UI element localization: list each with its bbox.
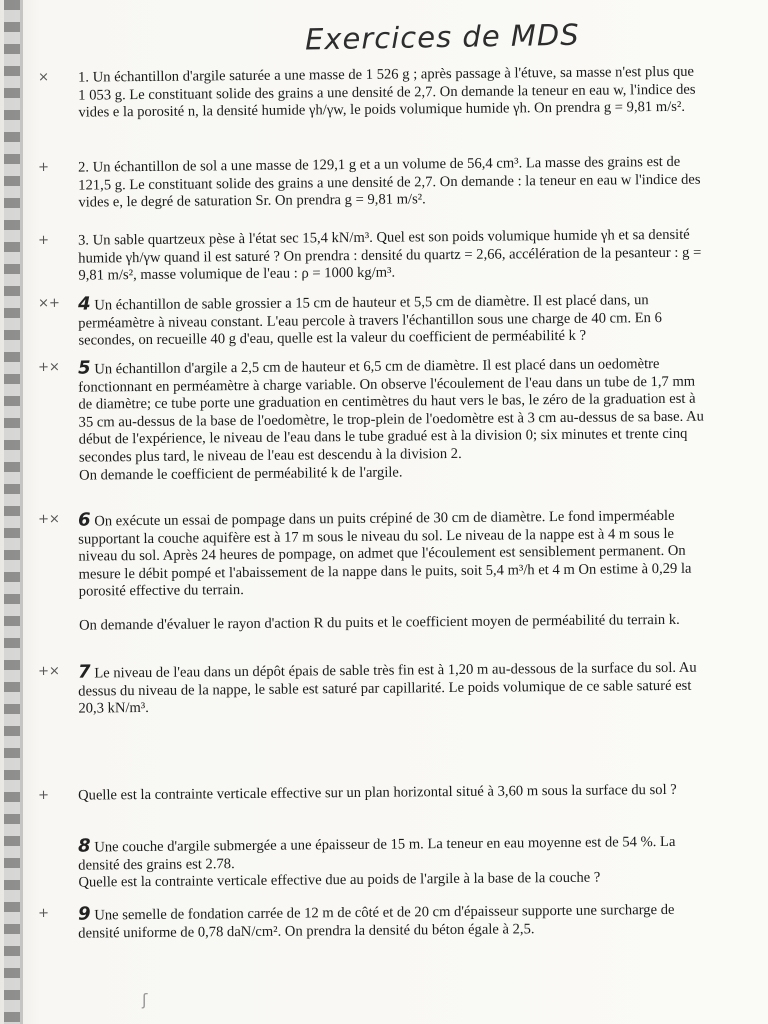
exercise-text: Un sable quartzeux pèse à l'état sec 15,4 kN/m³. Quel est son poids volumique humide γh et sa densité humide γh/γw quand il est saturé ? On prendra : densité du quartz = 2,66, accélération de la pesanteur : g = 9,81 m/s², masse volumique de l'eau : ρ = 1000 kg/m³. (78, 226, 702, 284)
exercise-mark: + (38, 787, 50, 803)
spiral-binding (4, 0, 20, 1024)
exercise-mark: +× (38, 663, 60, 679)
exercise-text: Quelle est la contrainte verticale effective sur un plan horizontal situé à 3,60 m sous la surface du sol ? (77, 781, 677, 804)
exercise-text: Une couche d'argile submergée a une épaisseur de 15 m. La teneur en eau moyenne est de 54 %. La densité des grains est 2.78. (78, 833, 676, 874)
exercise-mark: + (38, 159, 50, 175)
exercise-text: Une semelle de fondation carrée de 12 m de côté et de 20 cm d'épaisseur supporte une surcharge de densité uniforme de 0,78 daN/cm². On prendra la densité du béton égale à 2,5. (78, 901, 675, 942)
exercise-number: 5 (77, 357, 91, 379)
exercise-number: 3. (77, 232, 90, 249)
exercise-question: On demande d'évaluer le rayon d'action R du puits et le coefficient moyen de perméabilité du terrain k. (79, 611, 680, 634)
exercise-text: Un échantillon de sol a une masse de 129,1 g et a un volume de 56,4 cm³. La masse des grains est de 121,5 g. Le constituant solide des grains a une densité de 2,7. On demande : la teneur en eau w l'indice des vides e, le degré de saturation Sr. On prendra g = 9,81 m/s². (78, 153, 701, 211)
exercise-5 (38, 354, 705, 486)
exercise-mark: × (38, 69, 50, 85)
exercise-text: Un échantillon de sable grossier a 15 cm de hauteur et 5,5 cm de diamètre. Il est placé dans, un perméamètre à niveau constant. L'eau percole à travers l'échantillon sous une charge de 40 cm. En 6 secondes, on recueille 40 g d'eau, quelle est la valeur du coefficient de perméabilité k ? (78, 292, 662, 349)
exercise-number: 1. (77, 69, 90, 86)
handwritten-title: Exercices de MDS (304, 17, 580, 57)
exercise-8 (38, 832, 704, 893)
exercise-text: Un échantillon d'argile saturée a une masse de 1 526 g ; après passage à l'étuve, sa masse n'est plus que 1 053 g. Le constituant solide des grains a une densité de 2,7. On demande la teneur en eau w, l'indice des vides e la porosité n, la densité humide γh/γw, le poids volumique humide γh. On prendra g = 9,81 m/s². (78, 63, 696, 121)
pencil-scribble-icon: ʃ (142, 990, 148, 1009)
exercise-question: On demande le coefficient de perméabilité k de l'argile. (79, 464, 403, 484)
exercise-text: Le niveau de l'eau dans un dépôt épais de sable très fin est à 1,20 m au-dessous de la surface du sol. Au dessus du niveau de la nappe, le sable est saturé par capillarité. Le poids volumique de ce sable saturé est 20,3 kN/m³. (78, 659, 697, 717)
exercise-7-question (38, 782, 704, 806)
exercise-number: 6 (77, 509, 91, 531)
exercise-mark: + (38, 905, 50, 921)
exercise-6 (38, 506, 705, 636)
exercise-mark: +× (38, 511, 60, 527)
exercise-mark: +× (38, 359, 60, 375)
exercise-3 (38, 227, 704, 286)
exercise-9 (38, 900, 704, 944)
exercise-number: 8 (77, 835, 91, 857)
exercise-mark: + (38, 232, 50, 248)
exercise-number: 4 (77, 293, 91, 315)
exercise-2 (38, 154, 704, 213)
exercise-7 (38, 658, 704, 719)
exercise-number: 7 (77, 661, 91, 683)
exercise-number: 9 (77, 903, 91, 925)
exercise-4 (38, 290, 704, 351)
exercise-1 (38, 64, 704, 123)
exercise-text: On exécute un essai de pompage dans un puits crépiné de 30 cm de diamètre. Le fond imperméable supportant la couche aquifère est à 17 m sous le niveau du sol. Le niveau de la nappe est à 4 m sous le niveau du sol. Après 24 heures de pompage, on admet que l'écoulement est sensiblement permanent. On mesure le débit pompé et l'abaissement de la nappe dans le puits, soit 5,4 m³/h et 4 m On estime à 0,29 la porosité effective du terrain. (78, 507, 692, 600)
exercise-text: Un échantillon d'argile a 2,5 cm de hauteur et 6,5 cm de diamètre. Il est placé dans un oedomètre fonctionnant en perméamètre à charge variable. On observe l'écoulement de l'eau dans un tube de 1,7 mm de diamètre; ce tube porte une graduation en centimètres du haut vers le bas, le zéro de la graduation est à 35 cm au-dessus de la base de l'oedomètre, le trop-plein de l'oedomètre est à 3 cm au-dessus de sa base. Au début de l'expérience, le niveau de l'eau dans le tube gradué est à la division 0; six minutes et trente cinq secondes plus tard, le niveau de l'eau est descendu à la division 2. (78, 356, 704, 466)
exercise-question: Quelle est la contrainte verticale effective due au poids de l'argile à la base de la couche ? (78, 869, 601, 891)
exercise-mark: ×+ (38, 295, 60, 311)
binding-edge (20, 0, 23, 1024)
exercise-number: 2. (77, 159, 90, 176)
